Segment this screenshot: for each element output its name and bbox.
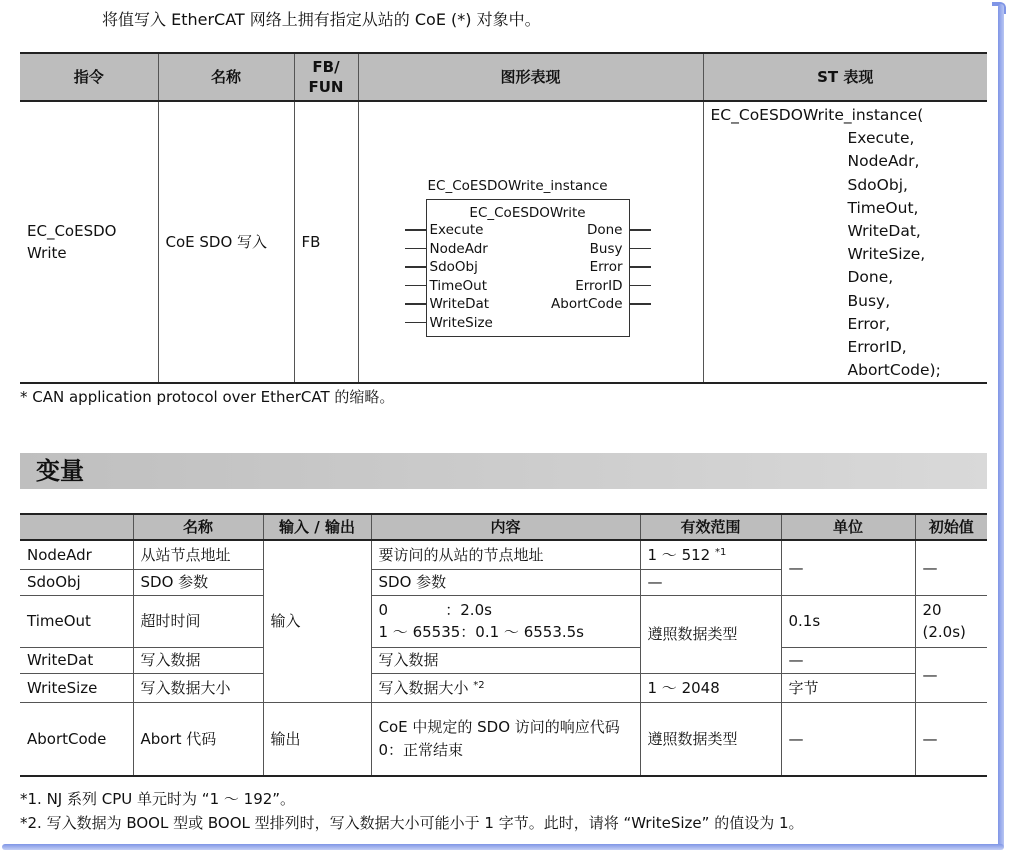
- header-name: 名称: [158, 53, 294, 101]
- header-range: 有效范围: [640, 514, 781, 540]
- pin-sdoobj: SdoObj: [429, 259, 478, 276]
- variable-table: [20, 513, 987, 777]
- pin-writesize: WriteSize: [429, 314, 493, 331]
- st-line-5: WriteDat,: [847, 222, 921, 241]
- name-writesize: 写入数据大小: [133, 673, 263, 702]
- wire-in-writesize: [405, 322, 426, 324]
- header-content: 内容: [371, 514, 640, 540]
- content-nodeadr: 要访问的从站的节点地址: [371, 540, 640, 569]
- function-block-diagram: [366, 103, 696, 381]
- unit-dash-12: —: [781, 540, 915, 595]
- range-abortcode: 遵照数据类型: [640, 702, 781, 776]
- st-line-0: EC_CoESDOWrite_instance(: [710, 106, 924, 124]
- content-writesize-sup: *2: [473, 679, 485, 691]
- star-note: * CAN application protocol over EtherCAT 的缩略。: [20, 388, 395, 406]
- content-timeout-line1: 0 ：2.0s: [378, 601, 492, 619]
- section-title: 变量: [36, 457, 84, 485]
- intro-text: 将值写入 EtherCAT 网络上拥有指定从站的 CoE (*) 对象中。: [102, 10, 541, 29]
- section-bar: [20, 453, 987, 489]
- header-initial: 初始值: [915, 514, 987, 540]
- graphic-cell: [358, 101, 703, 383]
- wire-in-nodeadr: [405, 248, 426, 250]
- pin-nodeadr: NodeAdr: [429, 240, 488, 257]
- st-line-9: Error,: [847, 314, 891, 333]
- content-writesize: [371, 673, 640, 702]
- instruction-name-cell: CoE SDO 写入: [158, 101, 294, 383]
- content-abortcode-line2: 0：正常结束: [378, 740, 464, 759]
- pin-writedat: WriteDat: [429, 296, 490, 313]
- table-row: [20, 673, 987, 702]
- content-writesize-text: 写入数据大小: [378, 678, 474, 697]
- pin-abortcode: AbortCode: [551, 296, 623, 313]
- page-frame-right: [998, 4, 1004, 848]
- var-timeout: TimeOut: [20, 595, 133, 647]
- header-io: 输入 / 输出: [263, 514, 371, 540]
- unit-abortcode: —: [781, 702, 915, 776]
- var-writesize: WriteSize: [20, 673, 133, 702]
- initial-timeout: 20 (2.0s): [915, 595, 987, 647]
- range-sdoobj: —: [640, 569, 781, 595]
- name-sdoobj: SDO 参数: [133, 569, 263, 595]
- instruction-table: [20, 52, 987, 384]
- initial-dash-45: —: [915, 647, 987, 702]
- header-graphic: 图形表现: [358, 53, 703, 101]
- content-timeout: [371, 595, 640, 647]
- wire-out-busy: [630, 248, 651, 250]
- var-abortcode: AbortCode: [20, 702, 133, 776]
- pin-timeout: TimeOut: [429, 277, 488, 294]
- header-unit: 单位: [781, 514, 915, 540]
- instruction-cell: EC_CoESDO Write: [27, 222, 117, 263]
- wire-in-writedat: [405, 303, 426, 305]
- footnote-1: *1. NJ 系列 CPU 单元时为 “1 ～ 192”。: [20, 790, 296, 808]
- name-nodeadr: 从站节点地址: [133, 540, 263, 569]
- st-line-4: TimeOut,: [847, 198, 919, 217]
- wire-in-timeout: [405, 285, 426, 287]
- instruction-row: [20, 101, 987, 383]
- table-row: [20, 540, 987, 569]
- io-input: 输入: [263, 540, 371, 702]
- initial-dash-12: —: [915, 540, 987, 595]
- var-nodeadr: NodeAdr: [27, 545, 92, 564]
- st-line-3: SdoObj,: [847, 175, 908, 194]
- wire-in-execute: [405, 229, 426, 231]
- st-line-11: AbortCode);: [847, 361, 941, 380]
- content-timeout-line2: 1 ～ 65535：0.1 ～ 6553.5s: [378, 623, 584, 641]
- table-row: [20, 595, 987, 647]
- content-abortcode-line1: CoE 中规定的 SDO 访问的响应代码: [378, 717, 620, 736]
- st-line-8: Busy,: [847, 291, 891, 310]
- name-writedat: 写入数据: [133, 647, 263, 673]
- content-abortcode: [371, 702, 640, 776]
- table-row: [20, 647, 987, 673]
- wire-in-sdoobj: [405, 266, 426, 268]
- range-nodeadr: [640, 540, 781, 569]
- wire-out-done: [630, 229, 651, 231]
- st-line-2: NodeAdr,: [847, 152, 920, 171]
- range-nodeadr-sup: *1: [715, 546, 727, 558]
- fb-block-name: EC_CoESDOWrite: [469, 205, 586, 222]
- header-fbfun: FB/ FUN: [294, 53, 358, 101]
- instruction-table-header: [20, 53, 987, 101]
- fb-box: [426, 199, 630, 337]
- content-sdoobj: SDO 参数: [371, 569, 640, 595]
- name-abortcode: Abort 代码: [133, 702, 263, 776]
- st-line-1: Execute,: [847, 129, 915, 148]
- unit-writedat: —: [781, 647, 915, 673]
- header-var-name: 名称: [133, 514, 263, 540]
- st-line-10: ErrorID,: [847, 338, 907, 357]
- header-instruction: 指令: [20, 53, 158, 101]
- range-writesize: 1 ～ 2048: [640, 673, 781, 702]
- st-cell: [703, 101, 987, 383]
- pin-errorid: ErrorID: [575, 277, 623, 294]
- wire-out-error: [630, 266, 651, 268]
- unit-timeout: 0.1s: [781, 595, 915, 647]
- pin-execute: Execute: [429, 222, 484, 239]
- table-row: [20, 702, 987, 776]
- pin-done: Done: [586, 222, 623, 239]
- pin-busy: Busy: [589, 240, 623, 257]
- name-timeout: 超时时间: [133, 595, 263, 647]
- footnote-2: *2. 写入数据为 BOOL 型或 BOOL 型排列时，写入数据大小可能小于 1 字节。此时，请将 “WriteSize” 的值设为 1。: [20, 814, 804, 832]
- wire-out-abortcode: [630, 303, 651, 305]
- page-frame-bottom: [2, 844, 1004, 850]
- io-output: 输出: [263, 702, 371, 776]
- wire-out-errorid: [630, 285, 651, 287]
- content-writedat: 写入数据: [371, 647, 640, 673]
- fb-instance-label: EC_CoESDOWrite_instance: [427, 178, 608, 195]
- unit-writesize: 字节: [781, 673, 915, 702]
- variable-table-header: [20, 514, 987, 540]
- var-sdoobj: SdoObj: [20, 569, 133, 595]
- var-writedat: WriteDat: [20, 647, 133, 673]
- st-line-7: Done,: [847, 268, 894, 287]
- header-variable: [20, 514, 133, 540]
- initial-abortcode: —: [915, 702, 987, 776]
- range-datatype: 遵照数据类型: [640, 595, 781, 673]
- fbfun-cell: FB: [294, 101, 358, 383]
- pin-error: Error: [589, 259, 623, 276]
- range-nodeadr-text: 1 ～ 512: [647, 545, 711, 564]
- header-st: ST 表现: [703, 53, 987, 101]
- st-line-6: WriteSize,: [847, 245, 926, 264]
